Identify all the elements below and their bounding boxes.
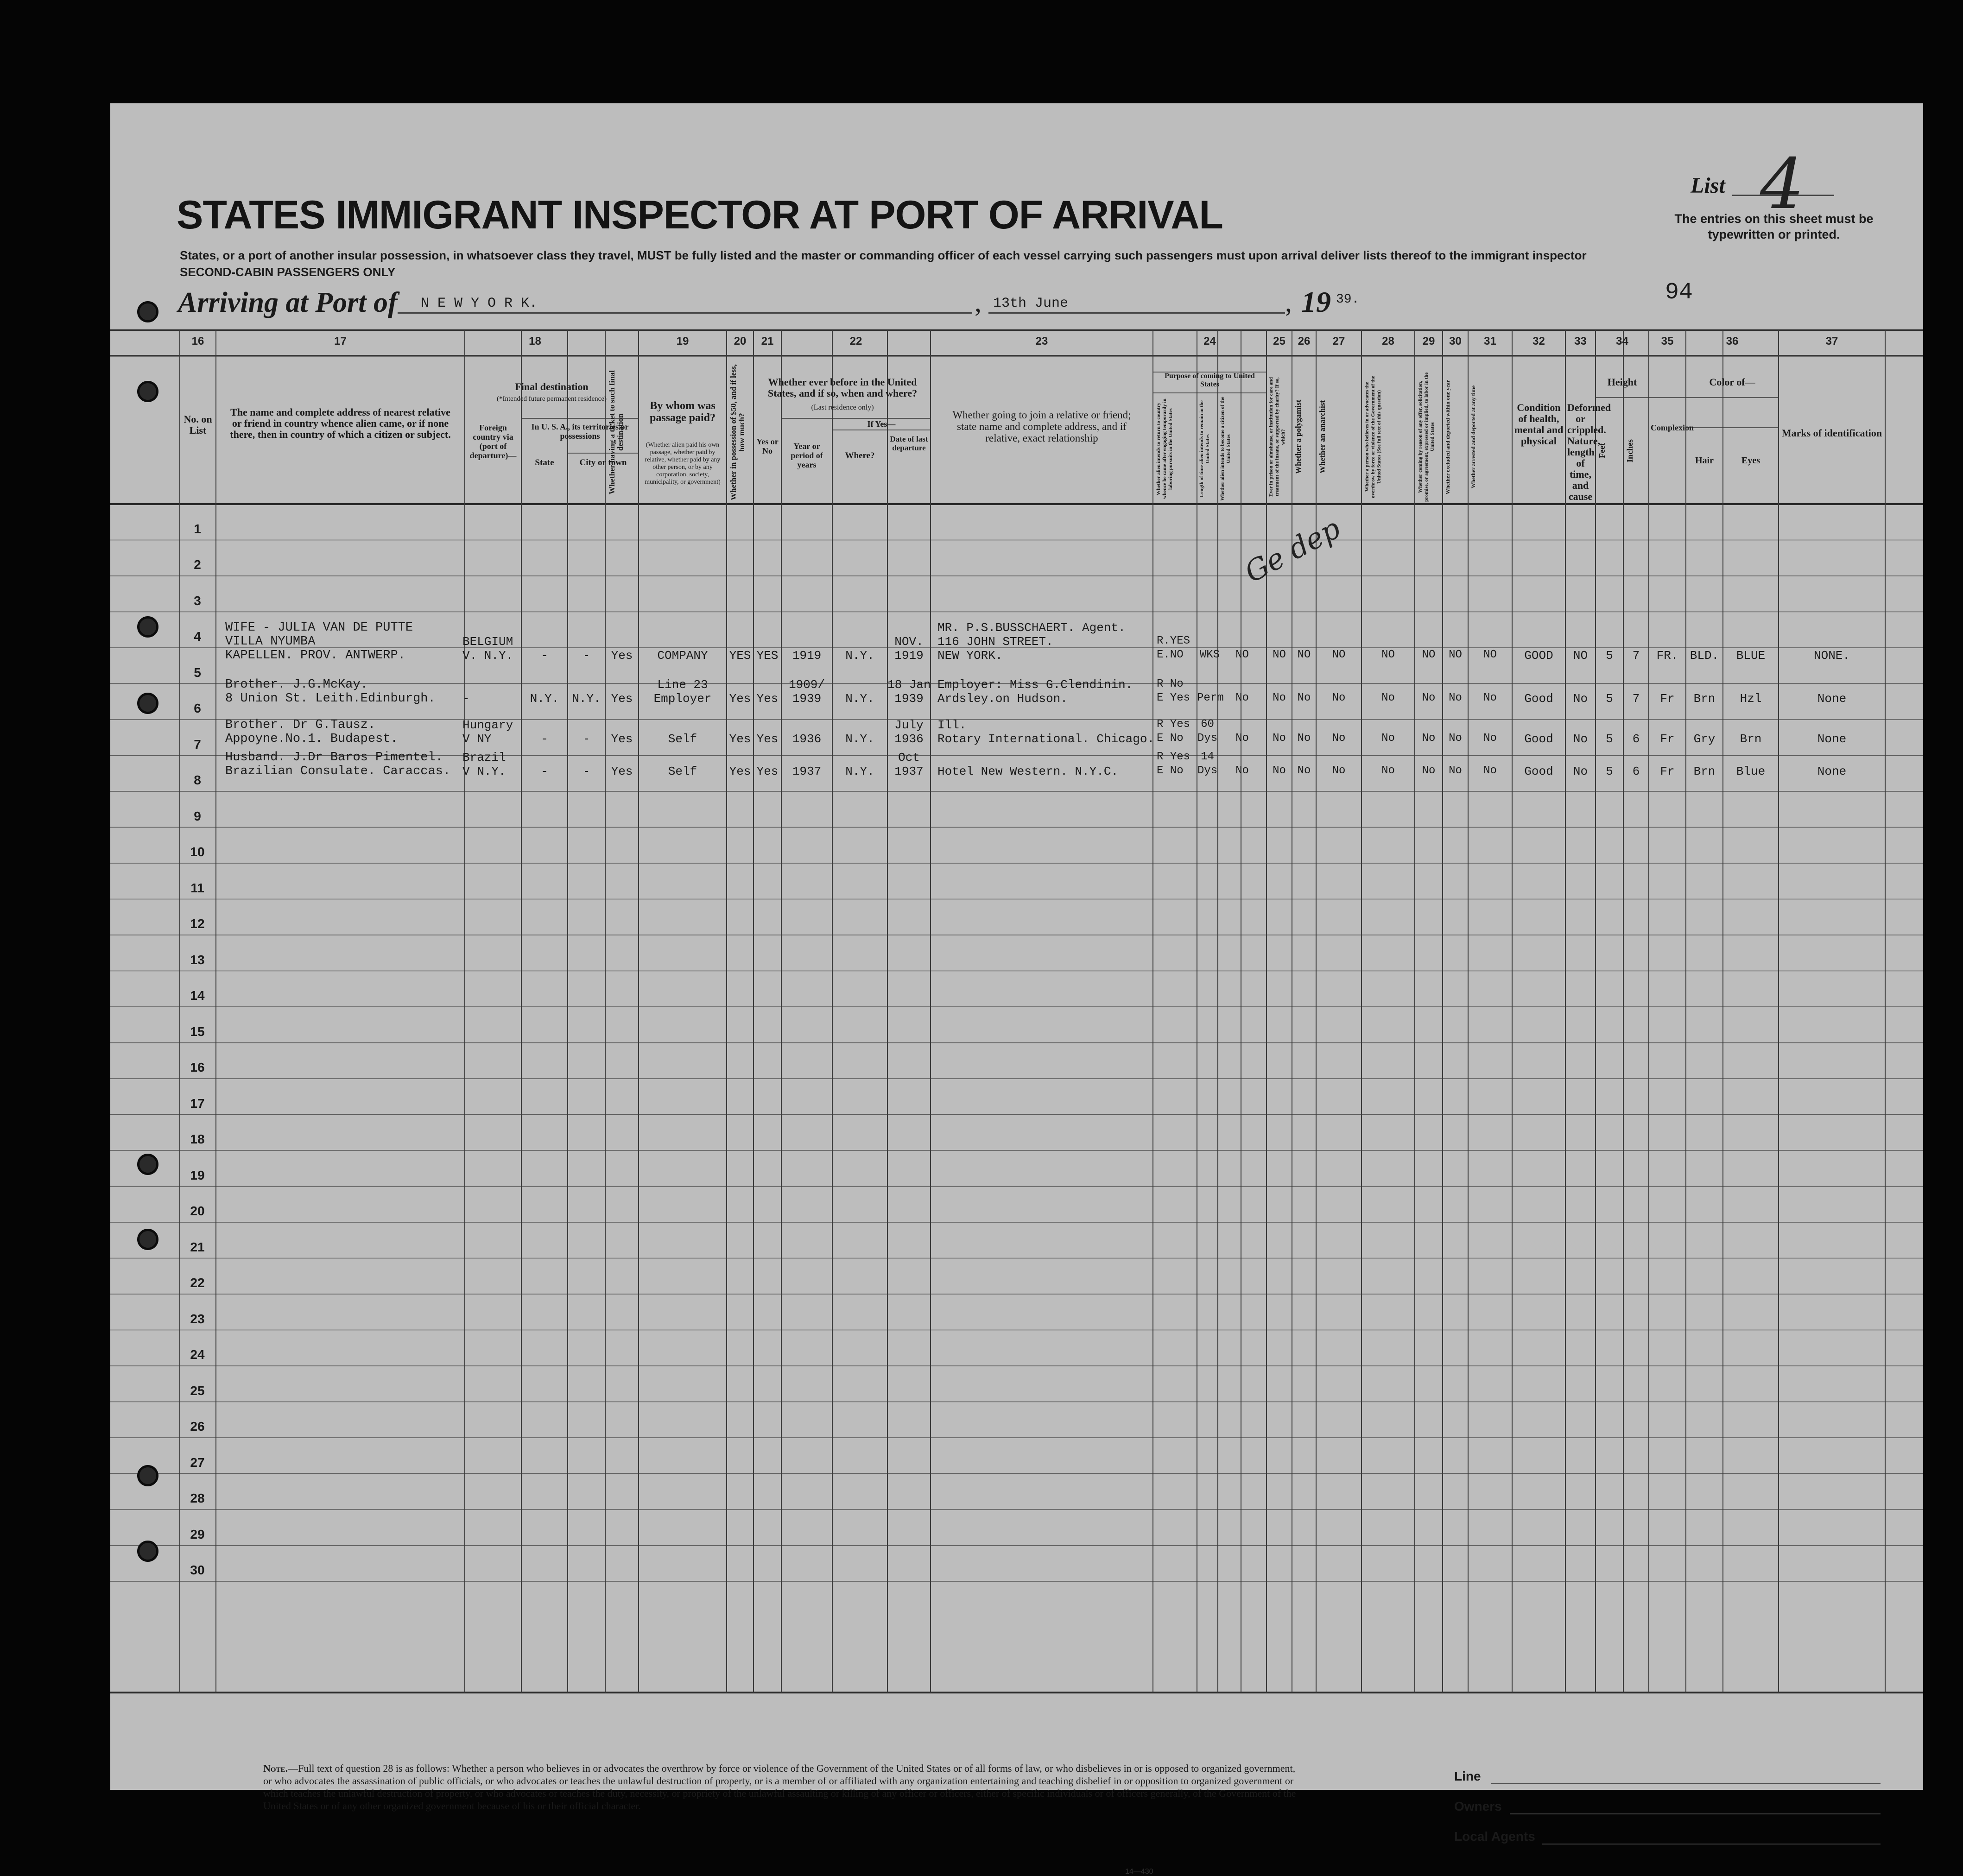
column-number: 36	[1726, 335, 1739, 347]
column-number: 24	[1203, 335, 1216, 347]
header-joining: Whether going to join a relative or friend; state name and complete address, and if relative, exact relationship	[952, 409, 1131, 444]
entry-departure-date: 1936	[894, 732, 924, 746]
column-number: 21	[761, 335, 774, 347]
header-color-of: Color of—	[1709, 376, 1755, 388]
entry-q31: No	[1483, 764, 1497, 777]
entry-purpose-citizen: NO	[1235, 649, 1249, 661]
header-q30: Whether excluded and deported within one year	[1444, 379, 1451, 494]
row-number: 8	[194, 773, 201, 787]
entry-purpose-return: R.YES	[1157, 635, 1190, 647]
entry-hair: Brn	[1693, 692, 1716, 706]
column-number: 17	[334, 335, 347, 347]
agents-field	[1542, 1832, 1881, 1844]
entry-complexion: Fr	[1660, 764, 1675, 778]
row-number: 14	[190, 988, 205, 1003]
entry-departure-date: 18 Jan	[887, 678, 931, 692]
header-health: Condition of health, mental and physical	[1514, 402, 1564, 447]
entry-state: N.Y.	[530, 692, 559, 706]
header-passage-paid-sub: (Whether alien paid his own passage, whether paid by relative, whether paid by any other person, or by any corporation, society, municipality, or government)	[645, 442, 721, 486]
row-number: 22	[190, 1276, 205, 1290]
column-number: 20	[734, 335, 747, 347]
entry-where: N.Y.	[845, 649, 874, 663]
column-number: 31	[1484, 335, 1496, 347]
entry-city: -	[583, 764, 590, 778]
entry-purpose-return: R Yes	[1157, 751, 1190, 763]
row-number: 21	[190, 1239, 205, 1254]
agents-label: Local Agents	[1454, 1829, 1535, 1844]
column-number: 29	[1422, 335, 1435, 347]
header-state: State	[535, 458, 554, 467]
entry-state: -	[541, 649, 548, 663]
header-purpose-a: Whether alien intends to return to country whence he came after engaging temporarily in laboring pursuits in the United States	[1156, 398, 1173, 499]
entry-q30: No	[1449, 732, 1462, 745]
entry-complexion: FR.	[1656, 649, 1678, 663]
entry-polygamist: No	[1297, 732, 1311, 745]
entry-foreign-country: V N.Y.	[462, 764, 506, 778]
entry-q30: No	[1449, 692, 1462, 704]
header-feet: Feet	[1597, 443, 1607, 459]
form-grid	[110, 103, 1923, 1790]
header-height: Height	[1607, 376, 1637, 388]
entry-purpose-return: R Yes	[1157, 718, 1190, 731]
entry-eyes: Brn	[1740, 732, 1762, 746]
entry-anarchist: No	[1332, 692, 1346, 704]
column-number: 34	[1616, 335, 1628, 347]
entry-purpose-length: 60	[1201, 718, 1214, 731]
entry-eyes: Hzl	[1740, 692, 1762, 706]
entry-before-yes-no: Yes	[756, 732, 779, 746]
entry-city: -	[583, 732, 590, 746]
header-in-usa: In U. S. A., its territories or possessions	[531, 422, 629, 441]
date-value: 13th June	[993, 296, 1069, 311]
entry-q28: NO	[1381, 649, 1395, 661]
entry-relative: Appoyne.No.1. Budapest.	[225, 732, 398, 746]
owners-field	[1510, 1801, 1881, 1814]
entry-ticket: Yes	[611, 649, 633, 663]
row-number: 6	[194, 701, 201, 715]
entry-q31: No	[1483, 732, 1497, 745]
row-number: 5	[194, 665, 201, 680]
line-label: Line	[1454, 1769, 1481, 1783]
row-number: 2	[194, 557, 201, 572]
entry-relative: Husband. J.Dr Baros Pimentel.	[225, 751, 443, 764]
entry-feet: 5	[1606, 692, 1613, 706]
header-marks: Marks of identification	[1781, 427, 1882, 439]
entry-relative: Brother. J.G.McKay.	[225, 678, 368, 692]
column-number: 28	[1382, 335, 1394, 347]
entry-ticket: Yes	[611, 692, 633, 706]
row-number: 12	[190, 916, 205, 931]
entry-passage-paid: Self	[668, 732, 697, 746]
header-purpose-c: Whether alien intends to become a citizen of the United States	[1220, 397, 1231, 501]
entry-inches: 7	[1632, 692, 1640, 706]
header-purpose-b: Length of time alien intends to remain in the United States	[1199, 400, 1210, 498]
row-number: 13	[190, 952, 205, 967]
entry-purpose-return: E No	[1157, 764, 1184, 777]
entry-anarchist: No	[1332, 732, 1346, 745]
year-suffix: 39.	[1336, 292, 1360, 307]
entry-foreign-country: V NY	[462, 732, 492, 746]
entry-where: N.Y.	[845, 764, 874, 778]
header-q28: Whether a person who believes in or advocates the overthrow by force or violence of the Government of the United States (See full text of this question)	[1364, 376, 1382, 498]
header-fifty-dollars: Whether in possession of $50, and if less, how much?	[729, 364, 746, 500]
entry-fifty-dollars: Yes	[729, 764, 751, 778]
entry-anarchist: No	[1332, 764, 1346, 777]
entry-marks: None	[1817, 764, 1847, 778]
entry-purpose-citizen: No	[1235, 764, 1249, 777]
entry-year: 1919	[792, 649, 822, 663]
comma-2: ,	[1285, 287, 1292, 317]
form-number: 14—430	[1125, 1868, 1153, 1876]
column-number: 23	[1035, 335, 1048, 347]
entry-relative: KAPELLEN. PROV. ANTWERP.	[225, 649, 405, 663]
entry-marks: None	[1817, 732, 1847, 746]
entry-ticket: Yes	[611, 764, 633, 778]
entry-polygamist: NO	[1297, 649, 1311, 661]
row-number: 29	[190, 1527, 205, 1541]
entry-purpose-citizen: No	[1235, 692, 1249, 704]
column-number: 35	[1661, 335, 1674, 347]
header-prison: Ever in prison or almshouse, or institution for care and treatment of the insane, or supported by charity? If so, which?	[1268, 377, 1286, 497]
entry-hair: BLD.	[1690, 649, 1719, 663]
header-yes-or-no: Yes or No	[756, 437, 779, 455]
entry-eyes: Blue	[1736, 764, 1766, 778]
entry-q29: No	[1422, 764, 1436, 777]
entry-inches: 6	[1632, 732, 1640, 746]
row-number: 25	[190, 1383, 205, 1398]
header-eyes: Eyes	[1741, 455, 1760, 466]
entry-joining: Rotary International. Chicago.	[937, 732, 1155, 746]
entry-anarchist: NO	[1332, 649, 1346, 661]
row-number: 7	[194, 737, 201, 752]
row-number: 11	[190, 880, 204, 895]
entry-purpose-return: R No	[1157, 678, 1184, 690]
binder-hole	[137, 616, 158, 638]
form-instructions: States, or a port of another insular possession, in whatsoever class they travel, MUST be fully listed and the master or commanding officer of each vessel carrying such passengers must upon arrival deliver lists thereof to the immigrant inspector	[180, 248, 1587, 262]
column-number: 37	[1825, 335, 1838, 347]
entry-year: 1909/	[788, 678, 825, 692]
entry-departure-date: 1939	[894, 692, 924, 706]
entry-prison: NO	[1273, 649, 1286, 661]
footnote	[263, 1762, 1297, 1812]
entry-fifty-dollars: Yes	[729, 732, 751, 746]
entry-inches: 6	[1632, 764, 1640, 778]
entry-state: -	[541, 764, 548, 778]
entry-ticket: Yes	[611, 732, 633, 746]
entry-health: GOOD	[1524, 649, 1553, 663]
entry-purpose-length: WKS	[1199, 649, 1220, 661]
entry-joining: 116 JOHN STREET.	[937, 635, 1053, 649]
entry-marks: NONE.	[1813, 649, 1850, 663]
entry-complexion: Fr	[1660, 692, 1675, 706]
row-number: 1	[194, 521, 201, 536]
column-number: 26	[1298, 335, 1311, 347]
cabin-class: SECOND-CABIN PASSENGERS ONLY	[180, 265, 396, 279]
entry-year: 1937	[792, 764, 822, 778]
column-number: 16	[191, 335, 204, 347]
header-if-yes: If Yes—	[867, 419, 896, 429]
entry-health: Good	[1524, 732, 1553, 746]
entry-feet: 5	[1606, 649, 1613, 663]
entry-departure-date: 1937	[894, 764, 924, 778]
entry-relative: WIFE - JULIA VAN DE PUTTE	[225, 621, 413, 635]
entry-joining: Ill.	[937, 718, 967, 732]
header-last-residence: (Last residence only)	[811, 404, 874, 411]
entry-foreign-country: Brazil	[462, 751, 506, 764]
entry-q28: No	[1381, 764, 1395, 777]
entry-departure-date: Oct	[898, 751, 920, 764]
entry-joining: MR. P.S.BUSSCHAERT. Agent.	[937, 621, 1126, 635]
entry-city: -	[583, 649, 590, 663]
entry-feet: 5	[1606, 764, 1613, 778]
binder-hole	[137, 1465, 158, 1486]
header-final-destination: Final destination	[515, 381, 589, 392]
entry-where: N.Y.	[845, 692, 874, 706]
entry-purpose-return: E No	[1157, 732, 1184, 745]
binder-hole	[137, 381, 158, 402]
entry-hair: Brn	[1693, 764, 1716, 778]
column-number: 33	[1574, 335, 1587, 347]
header-inches: Inches	[1625, 439, 1634, 463]
entry-eyes: BLUE	[1736, 649, 1766, 663]
binder-hole	[137, 1541, 158, 1562]
header-anarchist: Whether an anarchist	[1318, 400, 1327, 474]
entry-before-yes-no: Yes	[756, 692, 779, 706]
entry-fifty-dollars: Yes	[729, 692, 751, 706]
entry-passage-paid: Employer	[653, 692, 712, 706]
row-number: 19	[190, 1168, 205, 1182]
header-year-period: Year or period of years	[791, 442, 823, 469]
entry-purpose-length: Dys	[1197, 732, 1218, 745]
row-number: 18	[190, 1132, 205, 1146]
row-number: 17	[190, 1096, 205, 1111]
header-polygamist: Whether a polygamist	[1294, 399, 1303, 474]
binder-hole	[137, 301, 158, 322]
header-final-destination-sub: (*Intended future permanent residence)	[497, 395, 607, 403]
line-field	[1491, 1771, 1881, 1784]
entry-q28: No	[1381, 732, 1395, 745]
header-relative: The name and complete address of nearest relative or friend in country whence alien came, or if none there, then in country of which a citizen or subject.	[230, 406, 451, 440]
entry-marks: None	[1817, 692, 1847, 706]
header-where: Where?	[845, 451, 875, 461]
entry-passage-paid: COMPANY	[657, 649, 708, 663]
entry-state: -	[541, 732, 548, 746]
entry-relative: Brazilian Consulate. Caraccas.	[225, 764, 451, 778]
entry-relative: VILLA NYUMBA	[225, 635, 316, 649]
owners-label: Owners	[1454, 1799, 1502, 1813]
header-q29: Whether coming by reason of any offer, solicitation, promise, or agreement, expressed or implied, to labor in the United States	[1418, 372, 1435, 502]
entry-deformed: No	[1573, 764, 1588, 778]
column-number: 30	[1449, 335, 1462, 347]
entry-fifty-dollars: YES	[729, 649, 751, 663]
row-number: 9	[194, 809, 201, 823]
entry-city: N.Y.	[572, 692, 601, 706]
column-number: 27	[1332, 335, 1345, 347]
binder-hole	[137, 1229, 158, 1250]
year-prefix: 19	[1301, 285, 1331, 318]
header-date-departure: Date of last departure	[890, 435, 928, 452]
binder-hole	[137, 1154, 158, 1175]
entry-q31: NO	[1483, 649, 1497, 661]
header-no-on-list: No. on List	[184, 413, 212, 436]
row-number: 16	[190, 1060, 205, 1074]
entry-year: 1939	[792, 692, 822, 706]
column-number: 22	[849, 335, 862, 347]
header-foreign-country: Foreign country via (port of departure)—	[469, 423, 517, 460]
entry-foreign-country: -	[462, 692, 470, 706]
entry-departure-date: July	[894, 718, 924, 732]
entry-feet: 5	[1606, 732, 1613, 746]
footnote-label: Note.	[263, 1762, 288, 1774]
entry-q29: No	[1422, 692, 1436, 704]
entry-deformed: No	[1573, 692, 1588, 706]
entry-before-yes-no: Yes	[756, 764, 779, 778]
entry-passage-paid: Line 23	[657, 678, 708, 692]
comma-1: ,	[975, 287, 982, 317]
header-ticket: Whether having a ticket to such final destination	[608, 370, 625, 494]
entry-q28: No	[1381, 692, 1395, 704]
entry-passage-paid: Self	[668, 764, 697, 778]
entry-joining: NEW YORK.	[937, 649, 1003, 663]
handwritten-annotation: Ge dep	[1239, 511, 1346, 589]
row-number: 30	[190, 1563, 205, 1577]
row-number: 26	[190, 1419, 205, 1434]
row-number: 24	[190, 1347, 205, 1362]
entry-prison: No	[1273, 692, 1286, 704]
row-number: 20	[190, 1204, 205, 1218]
entry-before-yes-no: YES	[756, 649, 779, 663]
list-label: List	[1691, 173, 1725, 198]
entry-foreign-country: BELGIUM	[462, 635, 513, 649]
port-value: N E W Y O R K.	[421, 296, 538, 311]
header-hair: Hair	[1695, 455, 1714, 466]
entry-q31: No	[1483, 692, 1497, 704]
entry-prison: No	[1273, 732, 1286, 745]
header-city: City or town	[579, 458, 627, 467]
entry-hair: Gry	[1693, 732, 1716, 746]
column-number: 25	[1273, 335, 1285, 347]
row-number: 4	[194, 629, 201, 644]
entry-purpose-return: E Yes	[1157, 692, 1190, 704]
column-number: 19	[676, 335, 689, 347]
entry-departure-date: 1919	[894, 649, 924, 663]
list-number: 4	[1760, 144, 1805, 225]
entry-complexion: Fr	[1660, 732, 1675, 746]
page-number: 94	[1665, 279, 1693, 306]
header-deformed: Deformed or crippled. Nature, length of time, and cause	[1567, 402, 1611, 502]
row-number: 27	[190, 1455, 205, 1470]
entry-purpose-length: 14	[1201, 751, 1214, 763]
column-number: 32	[1532, 335, 1545, 347]
entry-q29: No	[1422, 732, 1436, 745]
form-title: STATES IMMIGRANT INSPECTOR AT PORT OF ARRIVAL	[177, 193, 1223, 237]
entry-purpose-citizen: No	[1235, 732, 1249, 745]
entry-where: N.Y.	[845, 732, 874, 746]
entry-prison: No	[1273, 764, 1286, 777]
row-number: 10	[190, 845, 205, 859]
entry-polygamist: No	[1297, 764, 1311, 777]
column-number: 18	[529, 335, 541, 347]
entry-inches: 7	[1632, 649, 1640, 663]
entry-purpose-return: E.NO	[1157, 649, 1184, 661]
entry-year: 1936	[792, 732, 822, 746]
entry-joining: Hotel New Western. N.Y.C.	[937, 764, 1119, 778]
row-number: 23	[190, 1311, 205, 1326]
entry-purpose-length: Perm	[1197, 692, 1224, 704]
entry-health: Good	[1524, 692, 1553, 706]
entry-relative: Brother. Dr G.Tausz.	[225, 718, 376, 732]
entry-departure-date: NOV.	[894, 635, 924, 649]
header-complexion: Complexion	[1651, 423, 1694, 432]
entry-joining: Ardsley.on Hudson.	[937, 692, 1068, 706]
entry-foreign-country: V. N.Y.	[462, 649, 513, 663]
entry-foreign-country: Hungary	[462, 718, 513, 732]
binder-hole	[137, 693, 158, 714]
arriving-label: Arriving at Port of	[178, 287, 398, 318]
entry-q29: NO	[1422, 649, 1436, 661]
entry-polygamist: No	[1297, 692, 1311, 704]
entry-joining: Employer: Miss G.Clendinin.	[937, 678, 1133, 692]
entry-health: Good	[1524, 764, 1553, 778]
manifest-sheet	[110, 103, 1923, 1876]
header-passage-paid: By whom was passage paid?	[649, 400, 716, 424]
entry-purpose-length: Dys	[1197, 764, 1218, 777]
header-q31: Whether arrested and deported at any time	[1470, 385, 1476, 489]
row-number: 3	[194, 593, 201, 608]
entry-q30: NO	[1449, 649, 1462, 661]
row-number: 15	[190, 1024, 205, 1039]
entry-relative: 8 Union St. Leith.Edinburgh.	[225, 692, 436, 706]
footnote-text: —Full text of question 28 is as follows: Whether a person who believes in or advocates the overthrow by force or violence of the Government of the United States or of all forms of law, or who disbelieves in or is opposed to organized government, or who advocates the assassination of public officials, or who advocates or teaches the unlawful destruction of property, or is a member of or affiliated with any organization entertaining and teaching disbelief in or opposition to organized government or which teaches the unlawful destruction of property, or who advocates or teaches the duty, necessity, or propriety of the unlawful assaulting or killing of any officer or officers, either of specific individuals or of officers generally, of the Government of the United States or of any other organized government because of his or their official character.	[263, 1762, 1296, 1812]
entry-deformed: No	[1573, 732, 1588, 746]
entry-q30: No	[1449, 764, 1462, 777]
entries-note: The entries on this sheet must be typewritten or printed.	[1674, 212, 1874, 241]
row-number: 28	[190, 1491, 205, 1505]
entry-deformed: NO	[1573, 649, 1588, 663]
header-before-in-us: Whether ever before in the United States, and if so, when and where?	[767, 376, 918, 399]
header-purpose: Purpose of coming to United States	[1165, 372, 1255, 388]
